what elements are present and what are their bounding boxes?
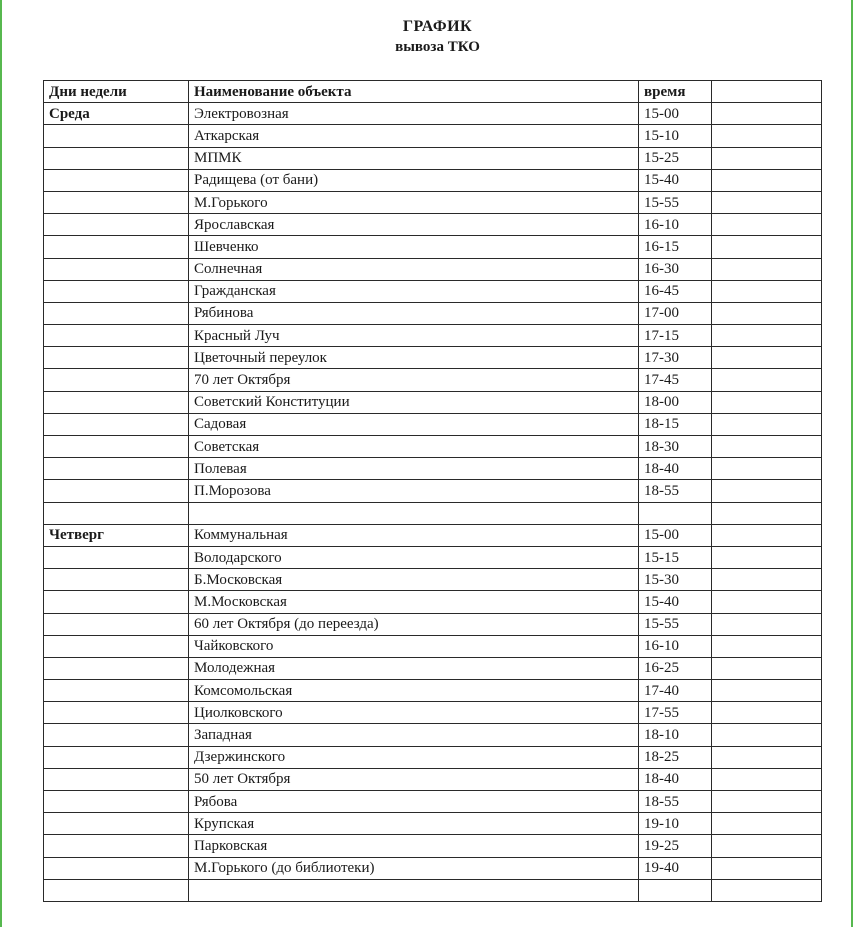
header-extra — [712, 81, 822, 103]
extra-cell — [712, 391, 822, 413]
day-cell-continued — [44, 458, 189, 480]
table-row — [44, 835, 822, 857]
object-cell: МПМК — [189, 147, 639, 169]
extra-cell — [712, 480, 822, 502]
extra-cell — [712, 214, 822, 236]
day-cell-continued — [44, 391, 189, 413]
time-cell: 15-25 — [639, 147, 712, 169]
day-cell-continued — [44, 236, 189, 258]
table-row — [44, 613, 822, 635]
table-row — [44, 591, 822, 613]
day-cell-continued — [44, 125, 189, 147]
object-cell: П.Морозова — [189, 480, 639, 502]
object-cell: Советская — [189, 436, 639, 458]
table-row — [44, 724, 822, 746]
object-cell: Цветочный переулок — [189, 347, 639, 369]
table-row — [44, 857, 822, 879]
table-row — [44, 768, 822, 790]
object-cell: Шевченко — [189, 236, 639, 258]
day-cell-continued — [44, 635, 189, 657]
schedule-table — [43, 80, 822, 902]
table-row — [44, 147, 822, 169]
object-cell: Рябинова — [189, 302, 639, 324]
table-row — [44, 657, 822, 679]
object-cell: 70 лет Октября — [189, 369, 639, 391]
table-row — [44, 302, 822, 324]
day-cell-continued — [44, 436, 189, 458]
time-cell: 15-10 — [639, 125, 712, 147]
table-row — [44, 680, 822, 702]
object-cell: Б.Московская — [189, 569, 639, 591]
day-cell-continued — [44, 569, 189, 591]
extra-cell — [712, 502, 822, 524]
document-subtitle: вывоза ТКО — [395, 39, 480, 55]
time-cell: 16-15 — [639, 236, 712, 258]
time-cell: 15-55 — [639, 613, 712, 635]
object-cell: Советский Конституции — [189, 391, 639, 413]
table-row — [44, 635, 822, 657]
extra-cell — [712, 635, 822, 657]
day-cell-continued — [44, 702, 189, 724]
extra-cell — [712, 347, 822, 369]
object-cell — [189, 879, 639, 901]
day-cell-continued — [44, 214, 189, 236]
table-row — [44, 702, 822, 724]
time-cell: 18-25 — [639, 746, 712, 768]
day-cell-continued — [44, 413, 189, 435]
table-row — [44, 458, 822, 480]
day-cell-continued — [44, 680, 189, 702]
day-cell: Среда — [44, 103, 189, 125]
extra-cell — [712, 325, 822, 347]
object-cell: Ярославская — [189, 214, 639, 236]
extra-cell — [712, 258, 822, 280]
table-row — [44, 125, 822, 147]
extra-cell — [712, 768, 822, 790]
table-row — [44, 258, 822, 280]
object-cell: Радищева (от бани) — [189, 169, 639, 191]
object-cell: Молодежная — [189, 657, 639, 679]
time-cell: 19-40 — [639, 857, 712, 879]
object-cell: Рябова — [189, 791, 639, 813]
extra-cell — [712, 302, 822, 324]
day-cell-continued — [44, 147, 189, 169]
extra-cell — [712, 791, 822, 813]
day-cell: Четверг — [44, 524, 189, 546]
time-cell — [639, 879, 712, 901]
table-row — [44, 569, 822, 591]
header-row — [44, 81, 822, 103]
extra-cell — [712, 125, 822, 147]
day-cell-continued — [44, 280, 189, 302]
time-cell: 18-30 — [639, 436, 712, 458]
time-cell: 16-10 — [639, 635, 712, 657]
day-cell-continued — [44, 480, 189, 502]
time-cell: 15-15 — [639, 546, 712, 568]
time-cell: 18-40 — [639, 458, 712, 480]
day-cell-continued — [44, 325, 189, 347]
object-cell: 50 лет Октября — [189, 768, 639, 790]
day-cell-continued — [44, 657, 189, 679]
time-cell: 15-55 — [639, 191, 712, 213]
extra-cell — [712, 169, 822, 191]
table-row — [44, 546, 822, 568]
table-row — [44, 813, 822, 835]
day-cell-continued — [44, 546, 189, 568]
extra-cell — [712, 746, 822, 768]
extra-cell — [712, 147, 822, 169]
extra-cell — [712, 524, 822, 546]
day-cell-continued — [44, 347, 189, 369]
time-cell: 17-30 — [639, 347, 712, 369]
object-cell: Володарского — [189, 546, 639, 568]
extra-cell — [712, 436, 822, 458]
extra-cell — [712, 613, 822, 635]
object-cell: Полевая — [189, 458, 639, 480]
table-row — [44, 391, 822, 413]
object-cell: Гражданская — [189, 280, 639, 302]
time-cell: 18-55 — [639, 480, 712, 502]
extra-cell — [712, 458, 822, 480]
time-cell: 18-55 — [639, 791, 712, 813]
time-cell: 18-15 — [639, 413, 712, 435]
day-cell-continued — [44, 591, 189, 613]
time-cell: 17-55 — [639, 702, 712, 724]
time-cell: 17-45 — [639, 369, 712, 391]
day-cell-continued — [44, 169, 189, 191]
time-cell — [639, 502, 712, 524]
day-cell-continued — [44, 857, 189, 879]
table-row — [44, 214, 822, 236]
day-cell-continued — [44, 302, 189, 324]
object-cell: М.Горького — [189, 191, 639, 213]
table-row — [44, 369, 822, 391]
day-cell-continued — [44, 879, 189, 901]
time-cell: 18-40 — [639, 768, 712, 790]
object-cell: Циолковского — [189, 702, 639, 724]
object-cell: Солнечная — [189, 258, 639, 280]
time-cell: 17-40 — [639, 680, 712, 702]
object-cell: Садовая — [189, 413, 639, 435]
table-row — [44, 879, 822, 901]
object-cell: Красный Луч — [189, 325, 639, 347]
table-row — [44, 746, 822, 768]
extra-cell — [712, 813, 822, 835]
extra-cell — [712, 369, 822, 391]
object-cell: Комсомольская — [189, 680, 639, 702]
table-row — [44, 280, 822, 302]
time-cell: 19-10 — [639, 813, 712, 835]
object-cell: Западная — [189, 724, 639, 746]
header-day: Дни недели — [44, 81, 189, 103]
extra-cell — [712, 546, 822, 568]
time-cell: 18-00 — [639, 391, 712, 413]
object-cell: Коммунальная — [189, 524, 639, 546]
time-cell: 18-10 — [639, 724, 712, 746]
extra-cell — [712, 879, 822, 901]
table-row — [44, 347, 822, 369]
extra-cell — [712, 280, 822, 302]
time-cell: 15-00 — [639, 524, 712, 546]
extra-cell — [712, 591, 822, 613]
day-cell-continued — [44, 768, 189, 790]
time-cell: 15-00 — [639, 103, 712, 125]
extra-cell — [712, 835, 822, 857]
extra-cell — [712, 103, 822, 125]
object-cell: 60 лет Октября (до переезда) — [189, 613, 639, 635]
object-cell: Чайковского — [189, 635, 639, 657]
day-cell-continued — [44, 791, 189, 813]
extra-cell — [712, 569, 822, 591]
object-cell: Дзержинского — [189, 746, 639, 768]
time-cell: 17-00 — [639, 302, 712, 324]
extra-cell — [712, 680, 822, 702]
extra-cell — [712, 236, 822, 258]
extra-cell — [712, 657, 822, 679]
extra-cell — [712, 413, 822, 435]
time-cell: 16-30 — [639, 258, 712, 280]
time-cell: 15-40 — [639, 169, 712, 191]
extra-cell — [712, 702, 822, 724]
header-object: Наименование объекта — [189, 81, 639, 103]
object-cell: М.Горького (до библиотеки) — [189, 857, 639, 879]
day-cell-continued — [44, 613, 189, 635]
object-cell — [189, 502, 639, 524]
extra-cell — [712, 857, 822, 879]
document-title: ГРАФИК — [402, 18, 473, 35]
table-row — [44, 236, 822, 258]
time-cell: 16-25 — [639, 657, 712, 679]
time-cell: 16-45 — [639, 280, 712, 302]
day-cell-continued — [44, 813, 189, 835]
object-cell: Электровозная — [189, 103, 639, 125]
extra-cell — [712, 724, 822, 746]
day-cell-continued — [44, 724, 189, 746]
time-cell: 15-30 — [639, 569, 712, 591]
table-row — [44, 103, 822, 125]
table-row — [44, 413, 822, 435]
schedule-body — [44, 103, 822, 902]
day-cell-continued — [44, 258, 189, 280]
header-time: время — [639, 81, 712, 103]
object-cell: Парковская — [189, 835, 639, 857]
object-cell: М.Московская — [189, 591, 639, 613]
time-cell: 16-10 — [639, 214, 712, 236]
table-row — [44, 480, 822, 502]
table-row — [44, 191, 822, 213]
table-row — [44, 325, 822, 347]
day-cell-continued — [44, 835, 189, 857]
table-row — [44, 524, 822, 546]
time-cell: 15-40 — [639, 591, 712, 613]
day-cell-continued — [44, 746, 189, 768]
time-cell: 19-25 — [639, 835, 712, 857]
day-cell-continued — [44, 369, 189, 391]
table-row — [44, 169, 822, 191]
day-cell-continued — [44, 191, 189, 213]
table-row — [44, 502, 822, 524]
object-cell: Крупская — [189, 813, 639, 835]
day-cell-continued — [44, 502, 189, 524]
table-row — [44, 436, 822, 458]
extra-cell — [712, 191, 822, 213]
time-cell: 17-15 — [639, 325, 712, 347]
table-row — [44, 791, 822, 813]
object-cell: Аткарская — [189, 125, 639, 147]
